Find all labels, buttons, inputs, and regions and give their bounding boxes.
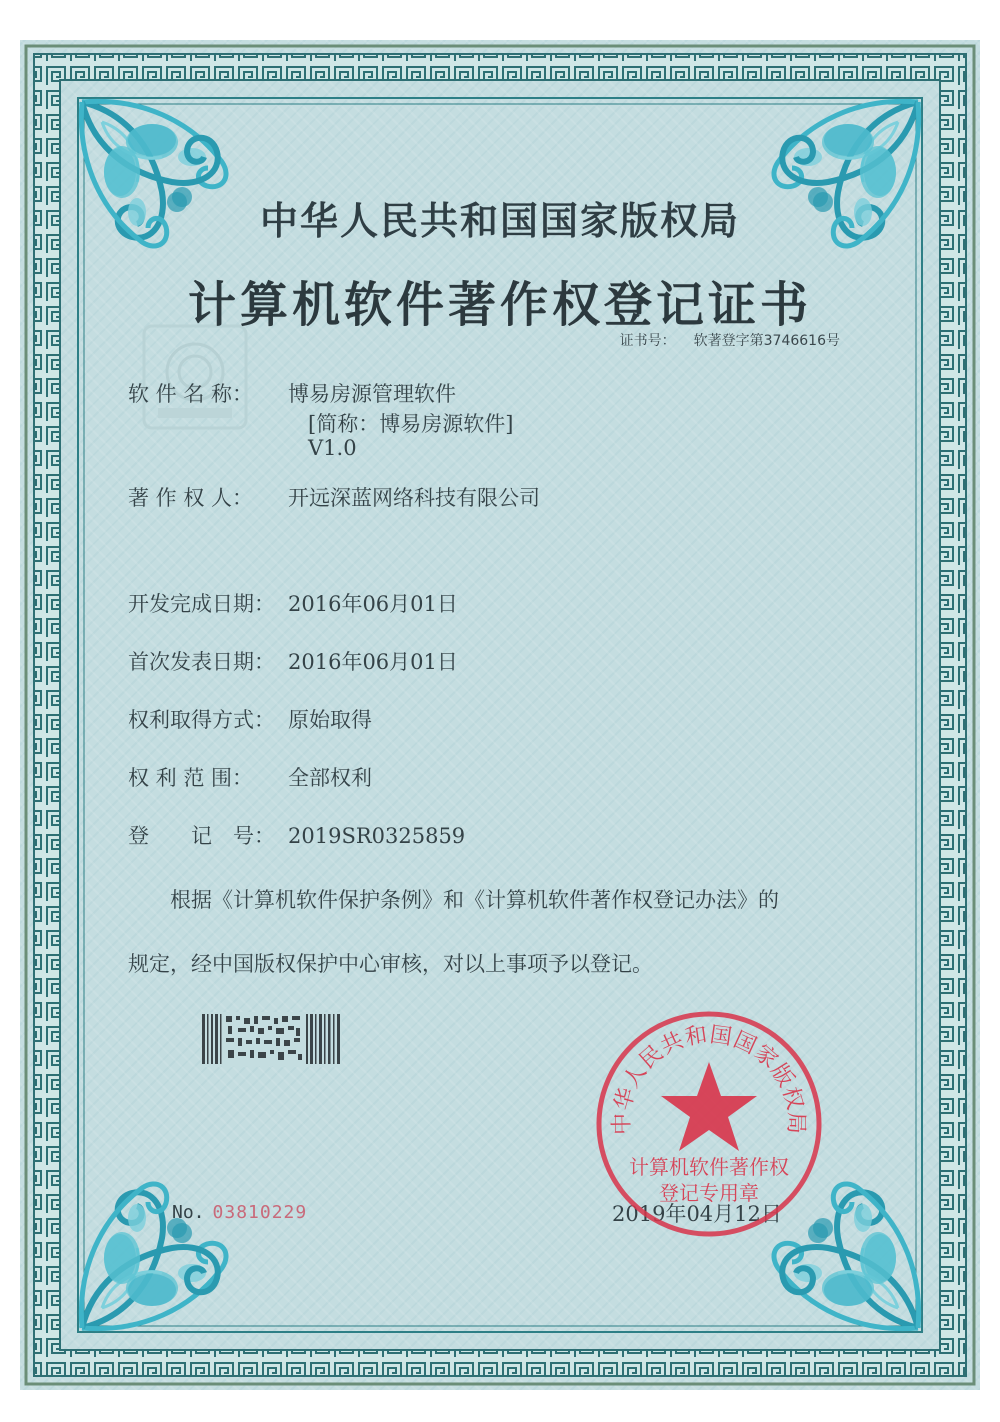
acquisition-label: 权利取得方式： (128, 708, 275, 732)
publish-date-label: 首次发表日期： (128, 650, 275, 674)
certificate-page (20, 40, 980, 1390)
seal-line-1: 计算机软件著作权 (629, 1155, 789, 1179)
statement-paragraph (128, 868, 888, 996)
reg-no-label: 登 记 号： (128, 824, 275, 848)
serial-number (172, 1202, 307, 1223)
certificate-number-value: 软著登字第3746616号 (693, 333, 840, 349)
field-dev-date (128, 588, 458, 618)
seal-line-2: 登记专用章 (659, 1181, 759, 1205)
serial-number-value: 03810229 (212, 1202, 308, 1223)
statement-line-1: 根据《计算机软件保护条例》和《计算机软件著作权登记办法》的 (170, 888, 779, 912)
official-seal-stamp (593, 1008, 825, 1240)
software-name-label: 软 件 名 称： (128, 382, 254, 406)
publish-date-value: 2016年06月01日 (288, 650, 458, 674)
seal-star-icon (661, 1062, 757, 1151)
field-registration-number (128, 820, 465, 850)
embossed-watermark-icon (140, 322, 250, 432)
issue-date: 2019年04月12日 (612, 1202, 782, 1226)
serial-prefix: No. (172, 1202, 205, 1223)
dev-date-value: 2016年06月01日 (288, 592, 458, 616)
field-software-name (128, 378, 456, 408)
certificate-number (620, 330, 840, 350)
seal-arc-text: 中华人民共和国国家版权局 (609, 1022, 809, 1136)
barcode-icon (202, 1012, 342, 1066)
software-name-value: 博易房源管理软件 (288, 382, 456, 406)
certificate-number-label: 证书号： (619, 333, 676, 349)
owner-value: 开远深蓝网络科技有限公司 (288, 486, 540, 510)
dev-date-label: 开发完成日期： (128, 592, 275, 616)
reg-no-value: 2019SR0325859 (288, 824, 466, 848)
scope-label: 权 利 范 围： (128, 766, 254, 790)
field-short-name: [简称：博易房源软件] (308, 412, 514, 436)
field-acquisition (128, 704, 372, 734)
field-scope (128, 762, 372, 792)
field-publish-date (128, 646, 458, 676)
scope-value: 全部权利 (288, 766, 372, 790)
certificate-title: 计算机软件著作权登记证书 (187, 277, 812, 333)
field-owner (128, 482, 540, 512)
owner-label: 著 作 权 人： (128, 486, 254, 510)
statement-line-2: 规定，经中国版权保护中心审核，对以上事项予以登记。 (128, 952, 653, 976)
acquisition-value: 原始取得 (288, 708, 372, 732)
field-version: V1.0 (308, 436, 357, 460)
issuing-organization: 中华人民共和国国家版权局 (259, 199, 740, 243)
